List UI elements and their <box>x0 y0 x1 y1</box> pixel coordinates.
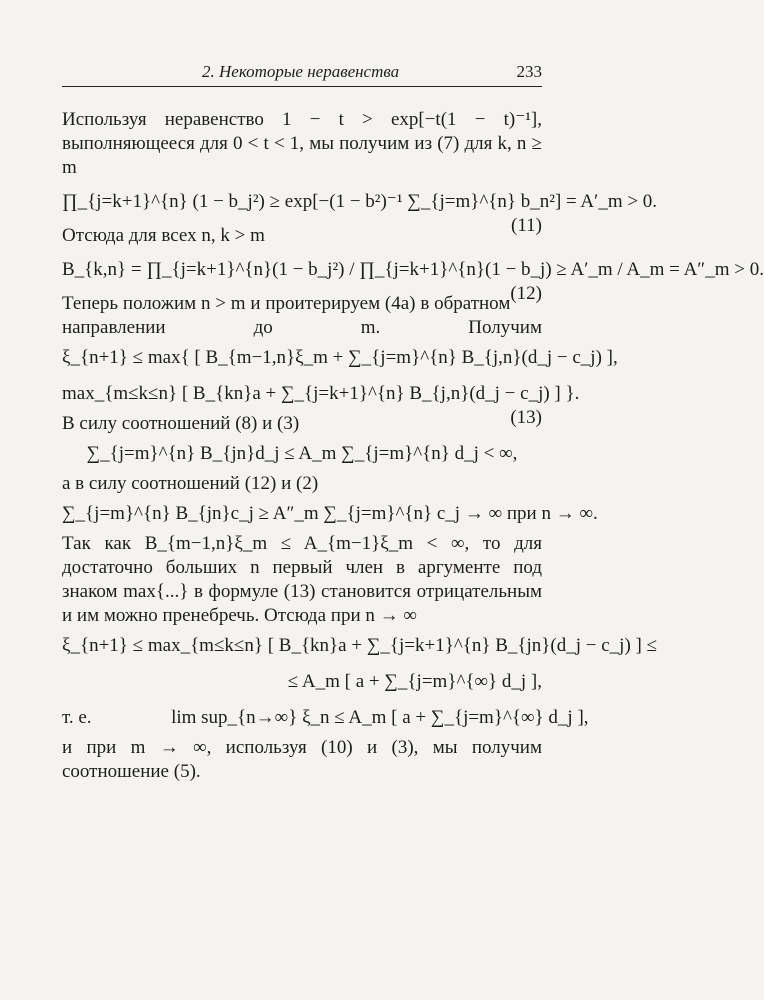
paragraph: Отсюда для всех n, k > m <box>62 225 265 246</box>
formula-16-line-2 <box>62 664 542 700</box>
formula-text: max_{m≤k≤n} [ B_{kn}a + ∑_{j=k+1}^{n} B_{j,n}(d_j − c_j) ] }. <box>62 383 580 404</box>
page-number: 233 <box>516 62 542 81</box>
paragraph: Так как B_{m−1,n}ξ_m ≤ A_{m−1}ξ_m < ∞, то для достаточно больших n первый член в аргументе под знаком max{...} в формуле (13) становится отрицательным и им можно пренебречь. Отсюда при n → ∞ <box>62 533 542 626</box>
equation-number: (13) <box>510 407 542 428</box>
formula-14 <box>62 436 542 472</box>
formula-text: ξ_{n+1} ≤ max_{m≤k≤n} [ B_{kn}a + ∑_{j=k+1}^{n} B_{jn}(d_j − c_j) ] ≤ <box>62 635 658 656</box>
header-rule <box>62 86 542 87</box>
paragraph: В силу соотношений (8) и (3) <box>62 413 300 434</box>
formula-text: ξ_{n+1} ≤ max{ [ B_{m−1,n}ξ_m + ∑_{j=m}^{n} B_{j,n}(d_j − c_j) ], <box>62 347 618 368</box>
paragraph: а в силу соотношений (12) и (2) <box>62 473 319 494</box>
formula-text: lim sup_{n→∞} ξ_n ≤ A_m [ a + ∑_{j=m}^{∞} d_j ], <box>171 707 589 728</box>
formula-13-line-1 <box>62 340 618 376</box>
equation-number: (12) <box>510 283 542 304</box>
paragraph: Теперь положим n > m и проитерируем (4a) в обратном направлении до m. Получим <box>62 293 542 338</box>
formula-16-line-1 <box>62 628 658 664</box>
formula-text: ≤ A_m [ a + ∑_{j=m}^{∞} d_j ], <box>287 671 542 692</box>
equation-number: (11) <box>511 215 542 236</box>
formula-15 <box>62 496 598 532</box>
formula-text: ∑_{j=m}^{n} B_{jn}c_j ≥ A″_m ∑_{j=m}^{n} c_j → ∞ при n → ∞. <box>62 503 598 524</box>
formula-text: B_{k,n} = ∏_{j=k+1}^{n}(1 − b_j²) / ∏_{j=k+1}^{n}(1 − b_j) ≥ A′_m / A_m = A″_m > 0. <box>62 259 764 280</box>
page-body <box>62 108 764 784</box>
paragraph: т. е. <box>62 707 92 728</box>
running-header <box>62 62 542 88</box>
formula-17 <box>62 700 589 736</box>
formula-12 <box>62 248 764 304</box>
formula-text: ∏_{j=k+1}^{n} (1 − b_j²) ≥ exp[−(1 − b²)⁻¹ ∑_{j=m}^{n} b_n²] = A′_m > 0. <box>62 191 658 212</box>
paragraph: Используя неравенство 1 − t > exp[−t(1 − t)⁻¹], выполняющееся для 0 < t < 1, мы получим из (7) для k, n ≥ m <box>62 109 542 178</box>
paragraph: и при m → ∞, используя (10) и (3), мы получим соотношение (5). <box>62 737 542 782</box>
section-title: 2. Некоторые неравенства <box>202 62 400 81</box>
formula-text: ∑_{j=m}^{n} B_{jn}d_j ≤ A_m ∑_{j=m}^{n} d_j < ∞, <box>86 443 518 464</box>
